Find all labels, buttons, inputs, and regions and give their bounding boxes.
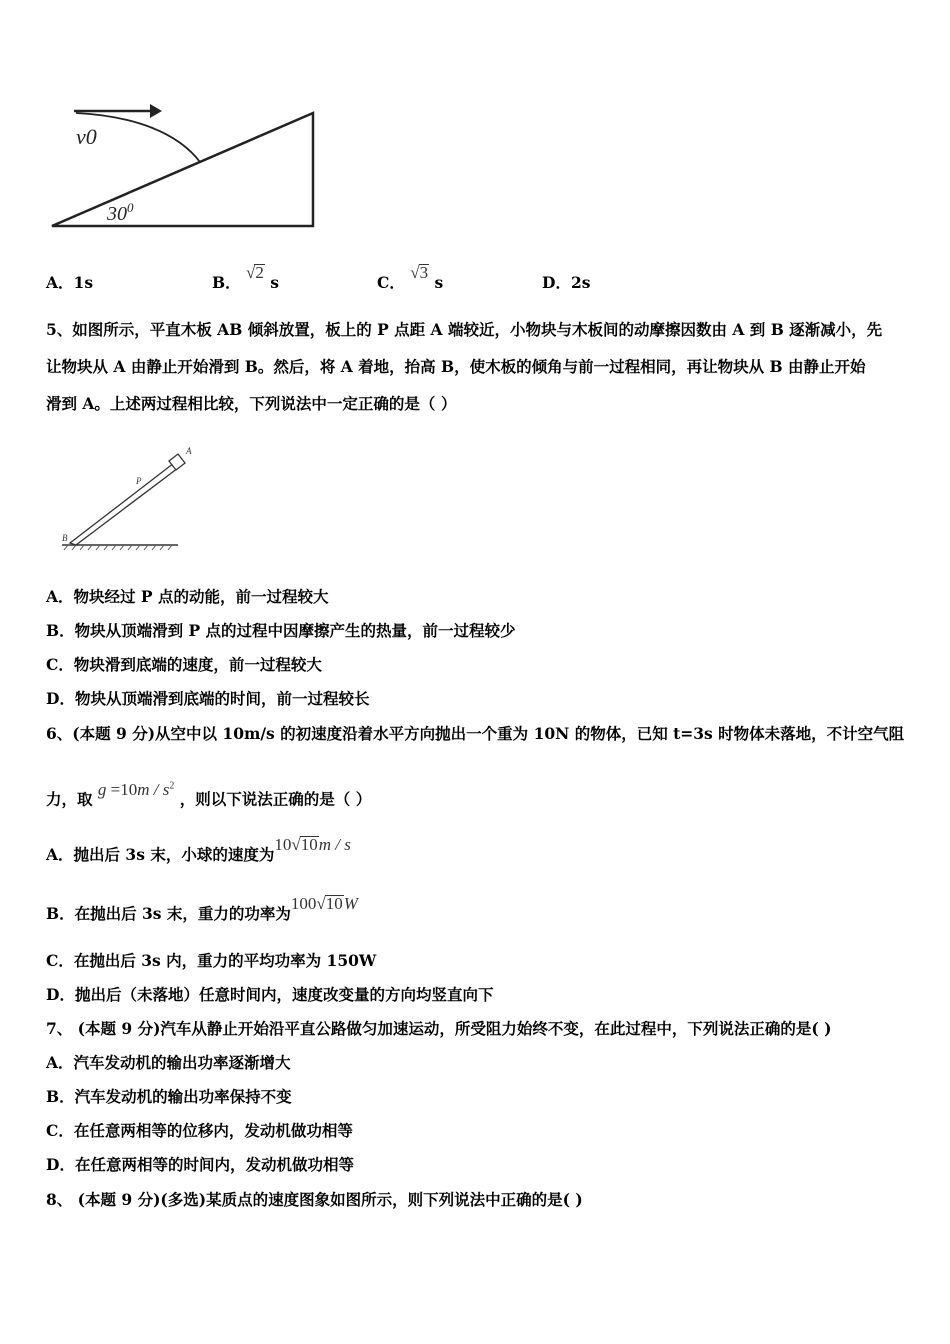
board-label-a: A <box>186 446 192 456</box>
angle-label: $30^0$ <box>107 200 134 225</box>
q7-option-d: D．在任意两相等的时间内，发动机做功相等 <box>46 1155 354 1174</box>
incline-projectile-figure <box>40 98 330 238</box>
q8-stem: 8、 (本题 9 分)(多选)某质点的速度图象如图所示，则下列说法中正确的是( ) <box>46 1190 583 1209</box>
q5-option-d: D．物块从顶端滑到底端的时间，前一过程较长 <box>46 689 370 708</box>
q6-stem-line-2-pre: 力，取 <box>46 789 93 809</box>
q4-option-a-text: 1s <box>73 273 94 292</box>
q6-option-b-formula: 100√10W <box>290 894 358 913</box>
q5-stem-line-2: 让物块从 A 由静止开始滑到 B。然后，将 A 着地，抬高 B，使木板的倾角与前一过程相同，再让物块从 B 由静止开始 <box>46 357 866 376</box>
q5-stem-line-1: 5、如图所示，平直木板 AB 倾斜放置，板上的 P 点距 A 端较近，小物块与木板间的动摩擦因数由 A 到 B 逐渐减小，先 <box>46 320 883 339</box>
q7-option-b: B．汽车发动机的输出功率保持不变 <box>46 1087 292 1106</box>
q4-option-a <box>46 273 93 293</box>
q6-stem-line-2-post: ，则以下说法正确的是（ ） <box>179 789 372 809</box>
q6-option-a-formula: 10√10m / s <box>274 835 351 854</box>
inclined-board-figure <box>56 442 192 552</box>
board-label-b: B <box>62 533 68 543</box>
q4-option-d <box>542 273 590 293</box>
q6-option-a <box>46 835 351 865</box>
q4-option-d-text: 2s <box>570 273 591 292</box>
q6-option-b <box>46 894 358 924</box>
q5-option-b: B．物块从顶端滑到 P 点的过程中因摩擦产生的热量，前一过程较少 <box>46 621 516 640</box>
q7-stem: 7、 (本题 9 分)汽车从静止开始沿平直公路做匀加速运动，所受阻力始终不变，在此过程中，下列说法正确的是( ) <box>46 1019 832 1038</box>
q5-stem-line-3: 滑到 A。上述两过程相比较，下列说法中一定正确的是（ ） <box>46 394 457 413</box>
q6-stem-line-2 <box>46 779 372 810</box>
q4-option-b-sqrt: √2 <box>246 263 264 282</box>
q6-option-a-text: A．抛出后 3s 末，小球的速度为 <box>46 845 275 864</box>
q4-option-d-letter: D． <box>542 273 571 292</box>
q5-option-c: C．物块滑到底端的速度，前一过程较大 <box>46 655 322 674</box>
q7-option-c: C．在任意两相等的位移内，发动机做功相等 <box>46 1121 353 1140</box>
q5-option-a: A．物块经过 P 点的动能，前一过程较大 <box>46 587 329 606</box>
q4-option-c-letter: C． <box>377 273 405 292</box>
q4-option-b-unit: s <box>270 273 279 292</box>
q4-option-c-unit: s <box>434 273 444 292</box>
inclined-board <box>70 463 178 545</box>
q4-option-b <box>212 263 279 293</box>
q6-option-c: C．在抛出后 3s 内，重力的平均功率为 150W <box>46 951 377 970</box>
q6-stem-line-1: 6、(本题 9 分)从空中以 10m/s 的初速度沿着水平方向抛出一个重为 10N 的物体，已知 t=3s 时物体未落地，不计空气阻 <box>46 724 905 743</box>
q6-option-b-text: B．在抛出后 3s 末，重力的功率为 <box>46 904 291 923</box>
g-formula: $g =10m / s^2$ <box>97 779 175 799</box>
q4-option-b-letter: B． <box>212 273 241 292</box>
q7-option-a: A．汽车发动机的输出功率逐渐增大 <box>46 1053 291 1072</box>
q4-option-c <box>377 263 444 293</box>
velocity-arrowhead <box>150 104 162 118</box>
q4-option-a-letter: A． <box>46 273 74 292</box>
velocity-label: v0 <box>76 124 97 149</box>
q4-option-c-sqrt: √3 <box>410 263 429 282</box>
q6-option-d: D．抛出后（未落地）任意时间内，速度改变量的方向均竖直向下 <box>46 985 494 1004</box>
board-label-p: P <box>136 476 142 486</box>
